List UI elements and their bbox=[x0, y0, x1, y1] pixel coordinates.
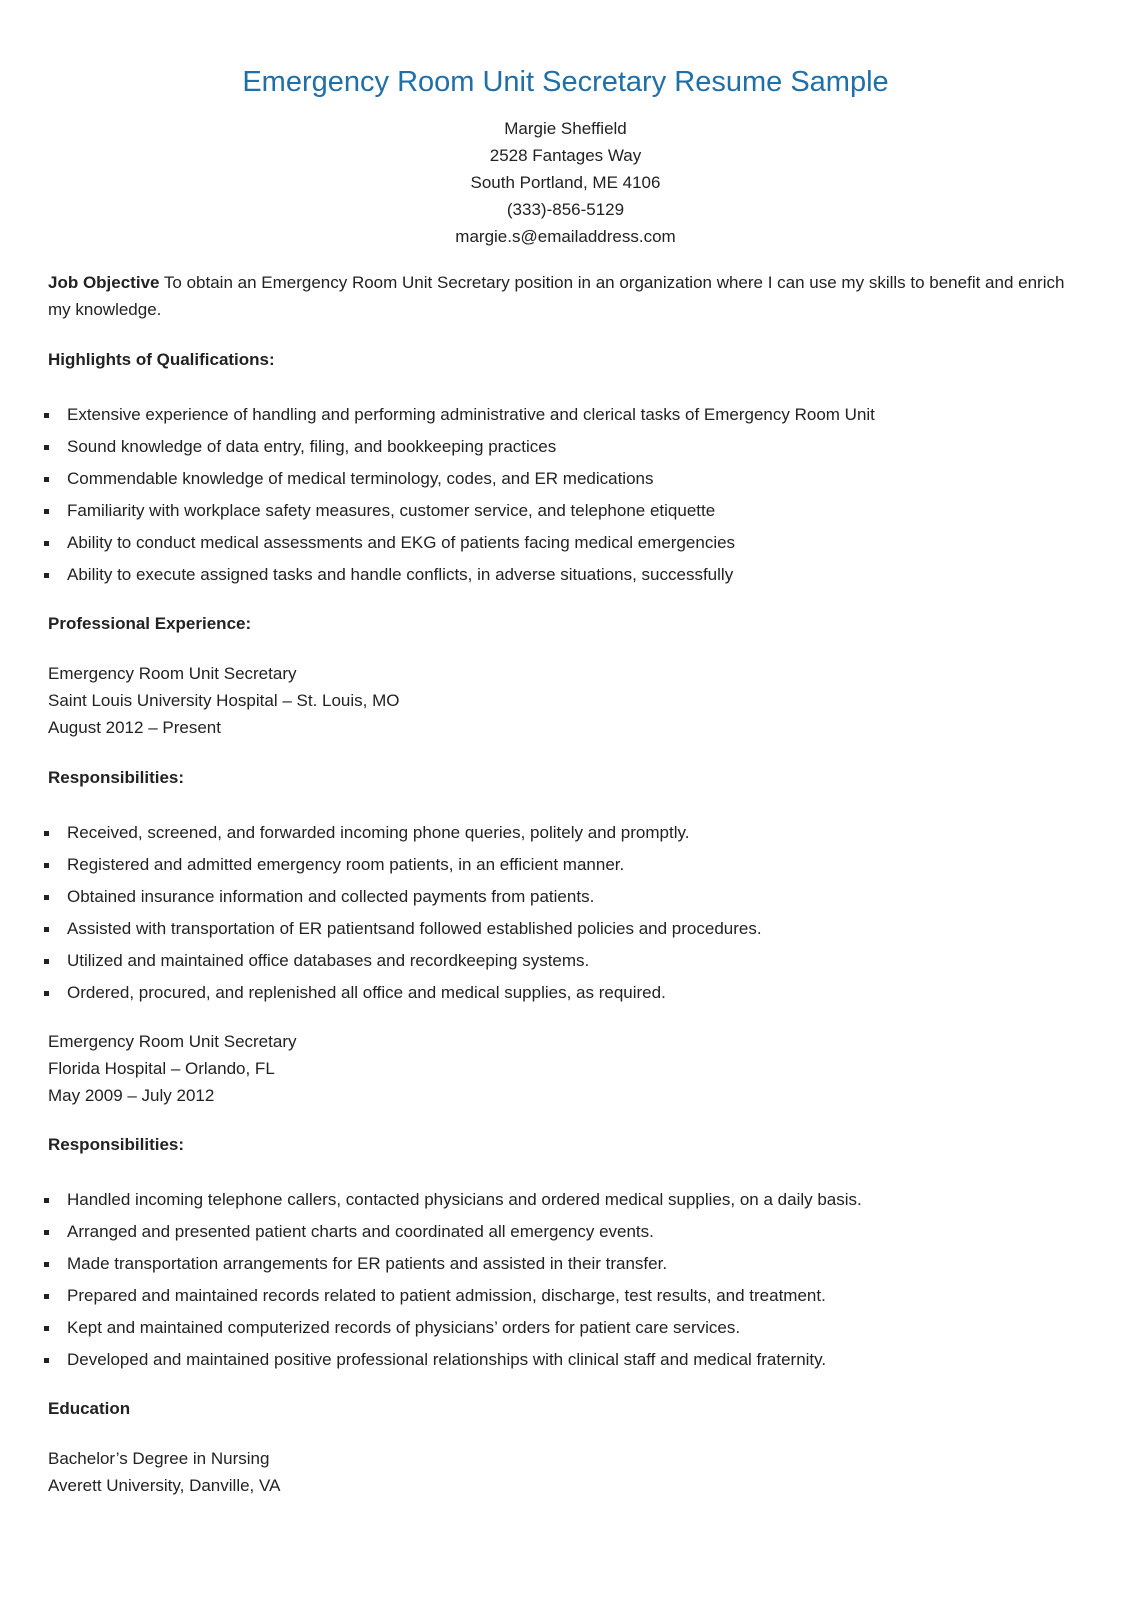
list-item: Received, screened, and forwarded incoming phone queries, politely and promptly. bbox=[48, 817, 1088, 849]
list-item: Extensive experience of handling and performing administrative and clerical tasks of Emergency Room Unit bbox=[48, 399, 1088, 431]
bullet-icon bbox=[44, 831, 49, 836]
responsibilities-heading: Responsibilities: bbox=[48, 768, 185, 787]
bullet-icon bbox=[44, 1230, 49, 1235]
bullet-icon bbox=[44, 1358, 49, 1363]
list-item: Arranged and presented patient charts and coordinated all emergency events. bbox=[48, 1216, 1088, 1248]
list-item: Sound knowledge of data entry, filing, and bookkeeping practices bbox=[48, 431, 1088, 463]
job-dates: May 2009 – July 2012 bbox=[48, 1086, 215, 1105]
list-item: Registered and admitted emergency room patients, in an efficient manner. bbox=[48, 849, 1088, 881]
job-objective-label: Job Objective bbox=[48, 273, 160, 292]
contact-phone: (333)-856-5129 bbox=[506, 200, 625, 219]
contact-street: 2528 Fantages Way bbox=[489, 146, 642, 165]
bullet-icon bbox=[44, 1294, 49, 1299]
job-objective-text: To obtain an Emergency Room Unit Secretary position in an organization where I can use my skills to benefit and enrich my knowledge. bbox=[48, 273, 1065, 319]
education-degree: Bachelor’s Degree in Nursing bbox=[48, 1449, 270, 1468]
list-item: Kept and maintained computerized records of physicians’ orders for patient care services. bbox=[48, 1312, 1088, 1344]
bullet-icon bbox=[44, 863, 49, 868]
list-item: Commendable knowledge of medical terminology, codes, and ER medications bbox=[48, 463, 1088, 495]
list-item: Ordered, procured, and replenished all office and medical supplies, as required. bbox=[48, 977, 1088, 1009]
job-1-responsibilities bbox=[48, 817, 1088, 1009]
list-item: Utilized and maintained office databases and recordkeeping systems. bbox=[48, 945, 1088, 977]
job-title: Emergency Room Unit Secretary bbox=[48, 664, 297, 683]
job-dates: August 2012 – Present bbox=[48, 718, 221, 737]
bullet-icon bbox=[44, 1326, 49, 1331]
bullet-icon bbox=[44, 573, 49, 578]
job-2-responsibilities bbox=[48, 1184, 1088, 1376]
list-item: Familiarity with workplace safety measures, customer service, and telephone etiquette bbox=[48, 495, 1088, 527]
education-school: Averett University, Danville, VA bbox=[48, 1476, 281, 1495]
contact-city: South Portland, ME 4106 bbox=[470, 173, 661, 192]
list-item: Ability to execute assigned tasks and handle conflicts, in adverse situations, successfully bbox=[48, 559, 1088, 591]
job-1-info bbox=[48, 660, 1088, 741]
list-item: Assisted with transportation of ER patientsand followed established policies and procedures. bbox=[48, 913, 1088, 945]
page-title: Emergency Room Unit Secretary Resume Sample bbox=[242, 66, 889, 98]
bullet-icon bbox=[44, 509, 49, 514]
job-title: Emergency Room Unit Secretary bbox=[48, 1032, 297, 1051]
contact-email: margie.s@emailaddress.com bbox=[455, 227, 676, 246]
responsibilities-heading: Responsibilities: bbox=[48, 1135, 185, 1154]
highlights-list bbox=[48, 399, 1088, 591]
bullet-icon bbox=[44, 927, 49, 932]
list-item: Handled incoming telephone callers, contacted physicians and ordered medical supplies, on a daily basis. bbox=[48, 1184, 1088, 1216]
list-item: Developed and maintained positive professional relationships with clinical staff and medical fraternity. bbox=[48, 1344, 1088, 1376]
bullet-icon bbox=[44, 413, 49, 418]
contact-block bbox=[0, 115, 1131, 250]
bullet-icon bbox=[44, 991, 49, 996]
highlights-heading: Highlights of Qualifications: bbox=[48, 350, 275, 369]
bullet-icon bbox=[44, 477, 49, 482]
job-objective bbox=[48, 269, 1088, 323]
list-item: Ability to conduct medical assessments and EKG of patients facing medical emergencies bbox=[48, 527, 1088, 559]
contact-name: Margie Sheffield bbox=[504, 119, 627, 138]
experience-heading: Professional Experience: bbox=[48, 614, 252, 633]
bullet-icon bbox=[44, 959, 49, 964]
education-info bbox=[48, 1445, 1088, 1499]
list-item: Obtained insurance information and collected payments from patients. bbox=[48, 881, 1088, 913]
bullet-icon bbox=[44, 445, 49, 450]
bullet-icon bbox=[44, 895, 49, 900]
education-heading: Education bbox=[48, 1399, 131, 1418]
job-employer: Saint Louis University Hospital – St. Louis, MO bbox=[48, 691, 400, 710]
bullet-icon bbox=[44, 1262, 49, 1267]
bullet-icon bbox=[44, 541, 49, 546]
job-2-info bbox=[48, 1028, 1088, 1109]
job-employer: Florida Hospital – Orlando, FL bbox=[48, 1059, 275, 1078]
list-item: Prepared and maintained records related to patient admission, discharge, test results, and treatment. bbox=[48, 1280, 1088, 1312]
bullet-icon bbox=[44, 1198, 49, 1203]
list-item: Made transportation arrangements for ER patients and assisted in their transfer. bbox=[48, 1248, 1088, 1280]
